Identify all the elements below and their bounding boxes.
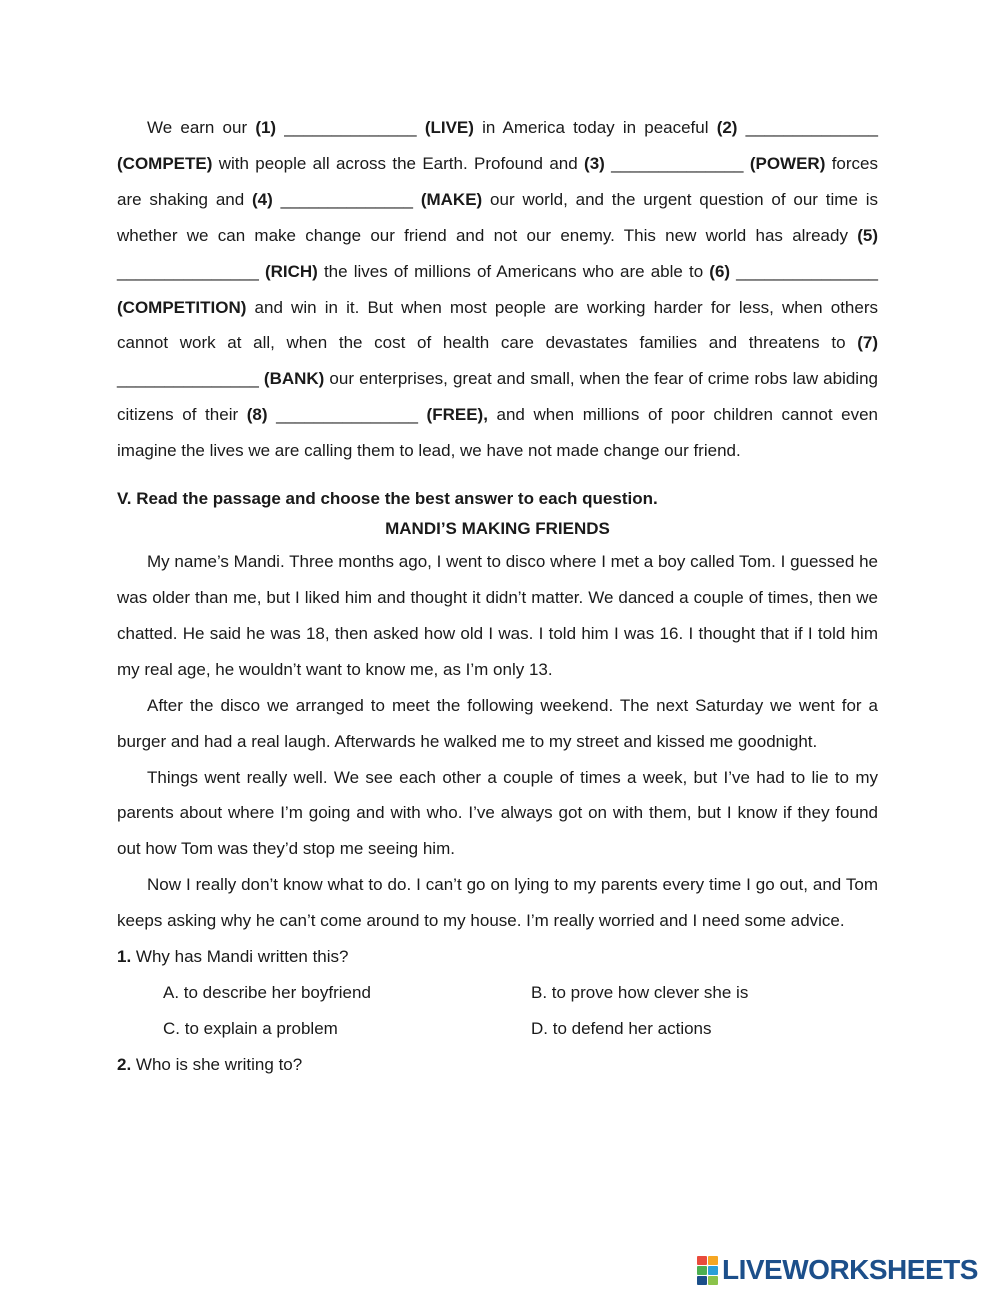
cloze-text-segment: our enterprises, great and small, when the fear of crime robs law abiding citizens of their <box>117 369 878 425</box>
passage-title: MANDI’S MAKING FRIENDS <box>385 519 610 539</box>
logo-block <box>697 1266 707 1275</box>
cloze-bold-segment: (3) <box>584 153 605 173</box>
cloze-text-segment: forces are shaking and <box>117 153 878 209</box>
logo-block <box>708 1276 718 1285</box>
cloze-bold-segment: (BANK) <box>263 369 325 389</box>
cloze-text-segment[interactable]: ______________ <box>276 118 425 137</box>
liveworksheets-logo <box>697 1255 978 1285</box>
cloze-text-segment: and when millions of poor children cannot even imagine the lives we are calling them to lead, we have not made change our friend. <box>117 405 879 461</box>
cloze-bold-segment: (4) <box>252 189 273 209</box>
cloze-bold-segment: (7) <box>857 333 878 353</box>
logo-block <box>708 1256 718 1265</box>
cloze-text-segment[interactable]: _______________ <box>117 261 265 281</box>
question-1 <box>117 939 878 975</box>
cloze-bold-segment: (2) <box>716 118 738 137</box>
passage-paragraph-2: After the disco we arranged to meet the following weekend. The next Saturday we went for a burger and had a real laugh. Afterwards he walked me to my street and kissed me goodnight. <box>117 695 878 751</box>
cloze-text-segment: We earn our <box>147 118 256 137</box>
cloze-text-segment: with people all across the Earth. Profound and <box>212 153 585 173</box>
cloze-bold-segment: (POWER) <box>749 153 826 173</box>
logo-block <box>697 1256 707 1265</box>
section-v-heading: V. Read the passage and choose the best answer to each question. <box>117 489 658 509</box>
passage-paragraph-4: Now I really don’t know what to do. I can’t go on lying to my parents every time I go out, and Tom keeps asking why he can’t come around to my house. I’m really worried and I need some advice. <box>117 875 878 931</box>
cloze-text-segment: the lives of millions of Americans who are able to <box>317 261 710 281</box>
passage-paragraph-1: My name’s Mandi. Three months ago, I went to disco where I met a boy called Tom. I guessed he was older than me, but I liked him and thought it didn’t matter. We danced a couple of times, then we chatted. He said he was 18, then asked how old I was. I told him I was 16. I thought that if I told him my real age, he wouldn’t want to know me, as I’m only 13. <box>117 552 878 679</box>
cloze-bold-segment: (LIVE) <box>424 118 474 137</box>
worksheet-page <box>117 110 878 1083</box>
cloze-text-segment[interactable]: ______________ <box>272 189 421 209</box>
question-number: 1. <box>117 947 132 967</box>
cloze-bold-segment: (8) <box>246 405 268 425</box>
logo-blocks-icon <box>697 1256 718 1285</box>
cloze-text-segment[interactable]: _______________ <box>267 405 427 425</box>
cloze-bold-segment: (COMPETITION) <box>117 297 247 317</box>
cloze-bold-segment: (5) <box>857 225 878 245</box>
cloze-text-segment[interactable]: _______________ <box>117 369 264 389</box>
cloze-text-segment: in America today in peaceful <box>473 118 717 137</box>
option-c[interactable]: C. to explain a problem <box>163 1019 338 1039</box>
question-1-options <box>117 975 878 1047</box>
option-a[interactable]: A. to describe her boyfriend <box>163 983 371 1003</box>
logo-block <box>708 1266 718 1275</box>
cloze-bold-segment: (6) <box>709 261 731 281</box>
cloze-text-segment[interactable]: _______________ <box>730 261 879 281</box>
question-number: 2. <box>117 1055 132 1075</box>
cloze-bold-segment: (RICH) <box>264 261 318 281</box>
cloze-paragraph <box>117 110 878 469</box>
logo-text: LIVEWORKSHEETS <box>722 1254 978 1285</box>
cloze-text-segment[interactable]: ______________ <box>604 153 750 173</box>
question-2 <box>117 1047 878 1083</box>
logo-block <box>697 1276 707 1285</box>
cloze-text-segment[interactable]: ______________ <box>737 118 879 137</box>
cloze-bold-segment: (MAKE) <box>420 189 483 209</box>
cloze-text-segment: and win in it. But when most people are working harder for less, when others cannot work at all, when the cost of health care devastates families and threatens to <box>117 297 878 353</box>
cloze-text-segment: our world, and the urgent question of our time is whether we can make change our friend and not our enemy. This new world has already <box>117 189 879 245</box>
option-d[interactable]: D. to defend her actions <box>531 1019 712 1039</box>
question-text: Who is she writing to? <box>131 1055 303 1075</box>
option-b[interactable]: B. to prove how clever she is <box>531 983 749 1003</box>
cloze-bold-segment: (COMPETE) <box>117 153 213 173</box>
question-text: Why has Mandi written this? <box>131 947 349 967</box>
passage-paragraph-3: Things went really well. We see each other a couple of times a week, but I’ve had to lie to my parents about where I’m going and with who. I’ve always got on with them, but I know if they found out how Tom was they’d stop me seeing him. <box>117 767 878 859</box>
cloze-bold-segment: (1) <box>255 118 277 137</box>
cloze-bold-segment: (FREE), <box>426 405 488 425</box>
